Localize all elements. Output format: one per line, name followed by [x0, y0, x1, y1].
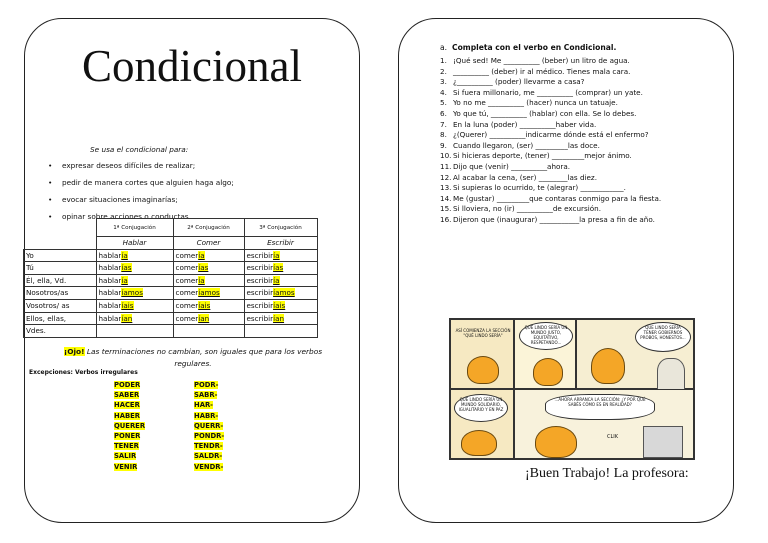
exercise-letter: a.	[440, 43, 448, 52]
list-item	[194, 421, 224, 431]
conjugation-cell	[173, 249, 244, 262]
exercise-item	[440, 173, 699, 184]
exceptions-title: Excepciones: Verbos irregulares	[29, 369, 138, 376]
speech-bubble: QUÉ LINDO SERÍA UN MUNDO SOLIDARIO, IGUALITARIO Y EN PAZ	[454, 394, 508, 422]
exercise-item	[440, 98, 699, 109]
irregular-verb: HABR-	[194, 411, 219, 420]
conjugation-cell	[173, 287, 244, 300]
conjugation-cell	[96, 262, 173, 275]
item-text: Si hicieras deporte, (tener) _________mejor ánimo.	[453, 151, 632, 161]
verb-ending: íamos	[198, 288, 220, 298]
verb-ending: íamos	[121, 288, 143, 298]
table-row	[24, 325, 318, 338]
table-row	[24, 299, 318, 312]
conjugation-cell	[244, 262, 317, 275]
conjugation-cell	[244, 249, 317, 262]
irregular-verb: PODR-	[194, 381, 219, 389]
verb-ending: ía	[273, 275, 280, 285]
table-row	[24, 287, 318, 300]
item-text: Si lloviera, no (ir) __________de excursión.	[453, 204, 601, 214]
pronoun-cell: Yo	[24, 249, 97, 262]
list-item	[194, 400, 224, 410]
verb-stem: hablar	[98, 300, 122, 310]
table-header-row	[24, 219, 318, 237]
exercise-item	[440, 77, 699, 88]
table-row	[24, 274, 318, 287]
list-item	[114, 462, 145, 472]
comic-panel	[514, 389, 694, 459]
irregular-verb: SABER	[114, 391, 140, 400]
header-cell: 3ª Conjugación	[244, 219, 317, 237]
list-item: • expresar deseos difíciles de realizar;	[46, 157, 326, 174]
exercise-item	[440, 204, 699, 215]
speech-bubble: ...AHORA ARRANCA LA SECCIÓN: ¿Y POR QUÉ SABÉS CÓMO ES EN REALIDAD?	[545, 394, 655, 420]
irregular-verb: SALDR-	[194, 452, 223, 461]
irregular-verb: HACER	[114, 401, 140, 410]
exercise-item	[440, 141, 699, 152]
verb-ending: ía	[121, 250, 128, 260]
item-text: Si supieras lo ocurrido, te (alegrar) ____________.	[453, 183, 626, 193]
verb-ending: ías	[121, 263, 132, 273]
irregular-verb: VENDR-	[194, 462, 224, 471]
cat-figure	[591, 348, 625, 384]
irregular-verb: HABER	[114, 411, 141, 420]
verb-stem: escribir	[246, 288, 274, 298]
item-number: 6.	[440, 108, 447, 118]
intro-text: Se usa el condicional para:	[90, 145, 189, 154]
item-text: Yo no me __________ (hacer) nunca un tatuaje.	[453, 98, 618, 108]
list-item: • opinar sobre acciones o conductas.	[46, 208, 326, 225]
conjugation-cell	[244, 312, 317, 325]
list-item	[114, 390, 145, 400]
verb-stem: comer	[175, 250, 199, 260]
irregular-verb: TENDR-	[194, 442, 223, 451]
verb-stem: escribir	[246, 263, 274, 273]
verb-stem: comer	[175, 263, 199, 273]
list-item	[194, 441, 224, 451]
conjugation-cell	[244, 325, 317, 338]
item-text: Me (gustar) _________que contaras conmigo para la fiesta.	[453, 193, 662, 203]
list-item	[114, 441, 145, 451]
verb-stem: comer	[175, 288, 199, 298]
comic-panel	[450, 389, 514, 459]
item-number: 7.	[440, 119, 447, 129]
verb-stem: hablar	[98, 275, 122, 285]
person-figure	[657, 358, 685, 390]
pronoun-cell: Vdes.	[24, 325, 97, 338]
list-item: • evocar situaciones imaginarías;	[46, 191, 326, 208]
item-text: ¿(Querer) __________indicarme dónde está el enfermo?	[453, 130, 649, 140]
irregular-verb: SALIR	[114, 452, 137, 461]
irregular-verb: PONER	[114, 431, 141, 440]
irregular-stems	[194, 380, 224, 472]
conjugation-cell	[244, 274, 317, 287]
empty-cell	[24, 237, 97, 250]
verb-stem: escribir	[246, 313, 274, 323]
verb-ending: íais	[121, 300, 134, 310]
exercise-list	[440, 56, 699, 226]
comic-strip	[449, 318, 695, 460]
item-text: Cuando llegaron, (ser) _________las doce.	[453, 140, 600, 150]
item-number: 2.	[440, 66, 447, 76]
verb-ending: ías	[198, 263, 209, 273]
item-number: 10.	[440, 151, 452, 161]
list-item	[194, 462, 224, 472]
exercise-item	[440, 183, 699, 194]
exercise-item	[440, 56, 699, 67]
exercise-item	[440, 151, 699, 162]
verb-cell: Escribir	[244, 237, 317, 250]
item-number: 12.	[440, 172, 452, 182]
list-item	[194, 411, 224, 421]
verb-stem: hablar	[98, 263, 122, 273]
irregular-verb: QUERR-	[194, 421, 224, 430]
irregular-infinitives	[114, 380, 145, 472]
verb-ending: ían	[273, 313, 285, 323]
table-row	[24, 249, 318, 262]
comic-panel	[576, 319, 694, 389]
item-number: 11.	[440, 161, 452, 171]
empty-cell	[24, 219, 97, 237]
conjugation-cell	[96, 299, 173, 312]
note-text	[58, 346, 328, 370]
item-number: 9.	[440, 140, 447, 150]
list-item	[194, 451, 224, 461]
exercise-item	[440, 88, 699, 99]
conjugation-cell	[173, 312, 244, 325]
item-number: 13.	[440, 183, 452, 193]
verb-ending: íais	[198, 300, 211, 310]
conjugation-cell	[96, 287, 173, 300]
item-text: ¿__________ (poder) llevarme a casa?	[453, 77, 585, 87]
cat-figure	[467, 356, 499, 384]
irregular-verb: VENIR	[114, 462, 138, 471]
list-item	[194, 431, 224, 441]
conjugation-cell	[173, 325, 244, 338]
conjugation-cell	[96, 312, 173, 325]
verb-cell: Comer	[173, 237, 244, 250]
conjugation-cell	[173, 262, 244, 275]
verb-stem: hablar	[98, 313, 122, 323]
item-number: 5.	[440, 98, 447, 108]
cat-figure	[535, 426, 577, 458]
verb-ending: ía	[273, 250, 280, 260]
speech-bubble: QUÉ LINDO SERÍA UN MUNDO JUSTO, EQUITATIVO, RESPETANDO...	[519, 322, 573, 350]
irregular-verb: QUERER	[114, 421, 146, 430]
verb-stem: hablar	[98, 250, 122, 260]
speech-bubble: QUE LINDO SERÍA TENER GOBIERNOS PROBOS, HONESTOS...	[635, 322, 691, 352]
item-text: Al acabar la cena, (ser) ________las diez.	[453, 172, 597, 182]
verb-stem: escribir	[246, 250, 274, 260]
item-number: 14.	[440, 193, 452, 203]
item-number: 1.	[440, 56, 447, 65]
item-text: Dijeron que (inaugurar) ___________la presa a fin de año.	[453, 214, 655, 224]
irregular-verb: PONDR-	[194, 431, 225, 440]
exercise-item	[440, 120, 699, 131]
item-number: 16.	[440, 214, 452, 224]
header-cell: 2ª Conjugación	[173, 219, 244, 237]
conjugation-body	[24, 249, 318, 337]
verb-ending: ían	[198, 313, 210, 323]
verb-ending: ías	[273, 263, 284, 273]
item-number: 4.	[440, 87, 447, 97]
item-text: ¡Qué sed! Me __________ (beber) un litro de agua.	[453, 56, 630, 65]
pronoun-cell: Ellos, ellas,	[24, 312, 97, 325]
footer-text: ¡Buen Trabajo! La profesora:	[525, 466, 689, 481]
exercise-heading: Completa con el verbo en Condicional.	[452, 43, 617, 52]
irregular-verb: PODER	[114, 381, 141, 389]
conjugation-cell	[96, 274, 173, 287]
list-item	[114, 431, 145, 441]
pronoun-cell: Nosotros/as	[24, 287, 97, 300]
irregular-verb: HAR-	[194, 401, 214, 410]
page-title: Condicional	[82, 41, 302, 91]
conjugation-table	[23, 218, 318, 338]
item-text: Si fuera millonario, me __________ (comprar) un yate.	[453, 87, 643, 97]
list-item	[114, 421, 145, 431]
verb-ending: ían	[121, 313, 133, 323]
comic-panel	[450, 319, 514, 389]
item-number: 8.	[440, 130, 447, 140]
irregular-verb: SABR-	[194, 391, 218, 400]
pronoun-cell: Él, ella, Vd.	[24, 274, 97, 287]
verb-stem: hablar	[98, 288, 122, 298]
table-row	[24, 312, 318, 325]
table-verb-row	[24, 237, 318, 250]
conjugation-cell	[244, 287, 317, 300]
sound-effect: CLIK	[607, 434, 619, 440]
verb-cell: Hablar	[96, 237, 173, 250]
verb-ending: ía	[198, 250, 205, 260]
list-item	[194, 380, 224, 390]
comic-panel	[514, 319, 576, 389]
item-number: 3.	[440, 77, 447, 87]
list-item	[114, 411, 145, 421]
conjugation-cell	[173, 274, 244, 287]
header-cell: 1ª Conjugación	[96, 219, 173, 237]
exercise-item	[440, 130, 699, 141]
irregular-verb: TENER	[114, 442, 139, 451]
cat-figure	[533, 358, 563, 386]
conjugation-cell	[96, 249, 173, 262]
item-text: __________ (deber) ir al médico. Tienes mala cara.	[453, 66, 631, 76]
exercise-item	[440, 215, 699, 226]
conjugation-cell	[96, 325, 173, 338]
exercise-item	[440, 67, 699, 78]
list-item	[194, 390, 224, 400]
verb-stem: escribir	[246, 300, 274, 310]
cat-figure	[461, 430, 497, 456]
note-body: Las terminaciones no cambian, son iguales que para los verbos regulares.	[84, 347, 323, 368]
item-text: Dijo que (venir) __________ahora.	[453, 161, 571, 171]
verb-stem: comer	[175, 313, 199, 323]
comic-caption: ASÍ COMIENZA LA SECCIÓN "QUÉ LINDO SERÍA"	[455, 328, 511, 338]
verb-stem: escribir	[246, 275, 274, 285]
exercise-item	[440, 162, 699, 173]
table-row	[24, 262, 318, 275]
note-warning: ¡Ojo!	[63, 347, 85, 356]
list-item: • pedir de manera cortes que alguien haga algo;	[46, 174, 326, 191]
verb-ending: ía	[198, 275, 205, 285]
exercise-item	[440, 109, 699, 120]
uses-list	[46, 157, 326, 225]
pronoun-cell: Vosotros/ as	[24, 299, 97, 312]
verb-ending: íais	[273, 300, 286, 310]
verb-ending: íamos	[273, 288, 295, 298]
conjugation-cell	[244, 299, 317, 312]
list-item	[114, 380, 145, 390]
list-item	[114, 451, 145, 461]
verb-stem: comer	[175, 275, 199, 285]
conjugation-cell	[173, 299, 244, 312]
tv-figure	[643, 426, 683, 458]
verb-stem: comer	[175, 300, 199, 310]
verb-ending: ía	[121, 275, 128, 285]
item-text: En la luna (poder) __________haber vida.	[453, 119, 597, 129]
pronoun-cell: Tú	[24, 262, 97, 275]
list-item	[114, 400, 145, 410]
item-text: Yo que tú, __________ (hablar) con ella. Se lo debes.	[453, 108, 637, 118]
exercise-item	[440, 194, 699, 205]
item-number: 15.	[440, 204, 452, 214]
